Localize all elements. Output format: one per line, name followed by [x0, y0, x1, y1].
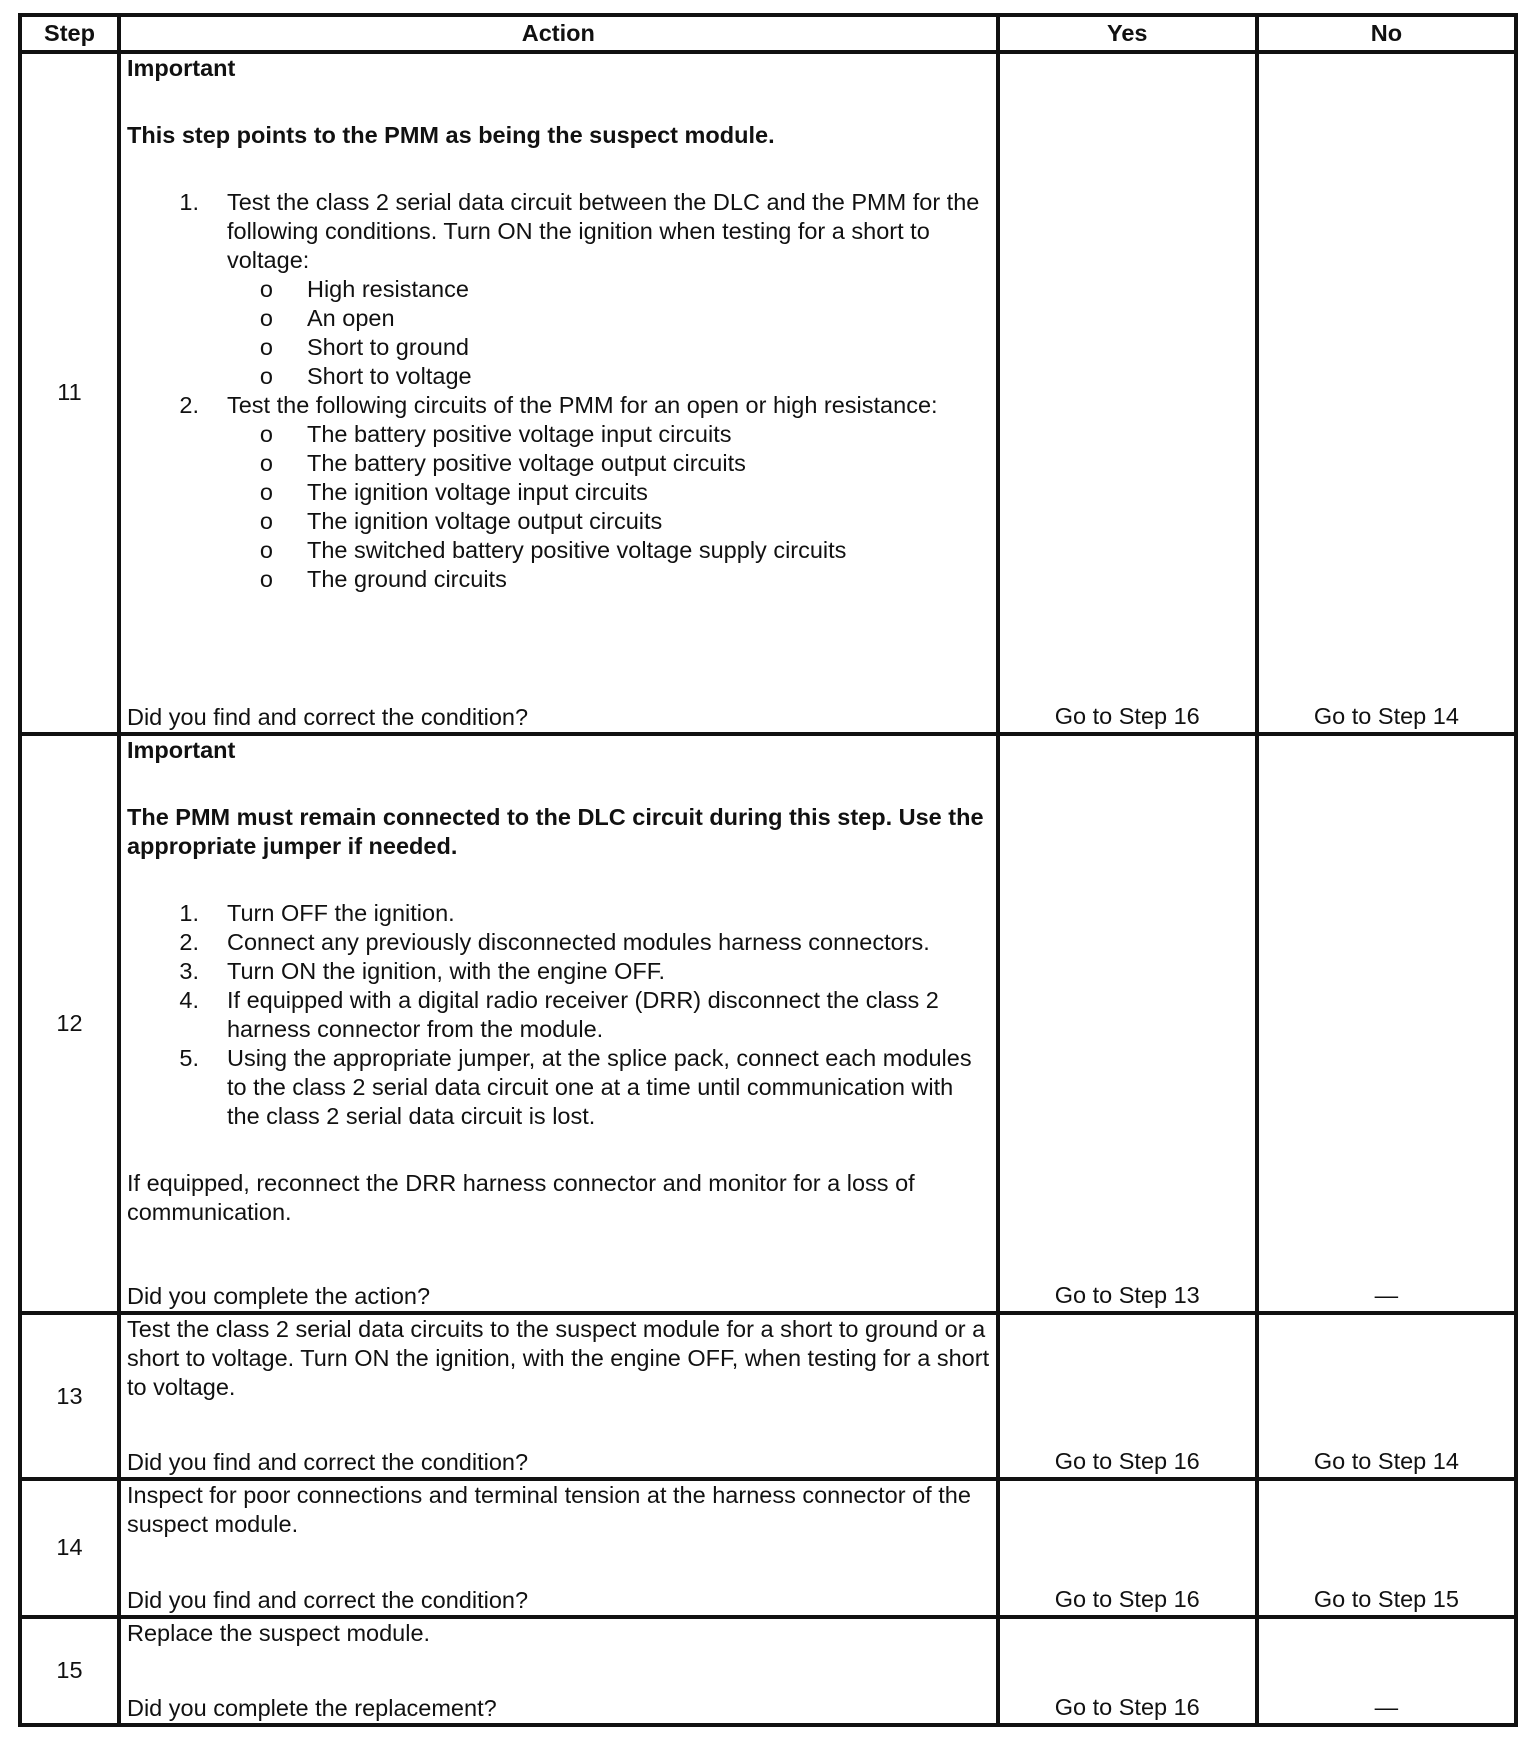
sub-item: o The switched battery positive voltage supply circuits	[127, 536, 992, 565]
no-target: —	[1374, 1282, 1399, 1309]
bullet-icon: o	[259, 479, 273, 505]
bullet-icon: o	[259, 334, 273, 360]
action-cell	[119, 52, 998, 734]
bullet-icon: o	[259, 421, 273, 447]
table-row	[20, 1479, 1516, 1616]
step-number: 13	[20, 1313, 119, 1479]
no-cell	[1257, 1617, 1516, 1725]
important-note: This step points to the PMM as being the suspect module.	[126, 122, 775, 148]
diagnostic-table	[18, 13, 1518, 1727]
yes-target: Go to Step 16	[1054, 1694, 1200, 1720]
header-action: Action	[119, 15, 998, 52]
yes-cell	[998, 734, 1257, 1314]
yes-cell	[998, 1617, 1257, 1725]
important-label: Important	[126, 55, 236, 81]
sub-item: o The ignition voltage input circuits	[127, 478, 992, 507]
no-cell	[1257, 1479, 1516, 1616]
sub-item: o High resistance	[127, 275, 992, 304]
list-item: 3. Turn ON the ignition, with the engine OFF.	[179, 957, 665, 984]
no-target: —	[1374, 1694, 1399, 1720]
bullet-icon: o	[259, 305, 273, 331]
no-target: Go to Step 14	[1313, 1448, 1459, 1475]
question: Did you find and correct the condition?	[126, 703, 529, 730]
step-number: 11	[20, 52, 119, 734]
action-cell	[119, 1313, 998, 1479]
bullet-icon: o	[259, 363, 273, 389]
bullet-icon: o	[259, 537, 273, 563]
extra-instruction: If equipped, reconnect the DRR harness connector and monitor for a loss of communication.	[126, 1169, 915, 1225]
yes-target: Go to Step 13	[1054, 1282, 1200, 1309]
no-target: Go to Step 14	[1313, 702, 1459, 729]
numbered-list	[127, 899, 992, 1131]
numbered-list	[127, 188, 992, 594]
no-cell	[1257, 734, 1516, 1314]
action-cell	[119, 1617, 998, 1725]
question: Did you complete the action?	[126, 1283, 431, 1310]
list-item: 2. Connect any previously disconnected modules harness connectors.	[179, 928, 930, 955]
sub-item: o The ignition voltage output circuits	[127, 507, 992, 536]
bullet-icon: o	[259, 566, 273, 592]
table-row	[20, 734, 1516, 1314]
list-item: 2. Test the following circuits of the PMM for an open or high resistance:	[179, 392, 938, 418]
bullet-icon: o	[259, 276, 273, 302]
list-item: 1. Turn OFF the ignition.	[179, 899, 455, 926]
action-text: Replace the suspect module.	[126, 1619, 431, 1646]
bullet-icon: o	[259, 450, 273, 476]
header-no: No	[1257, 15, 1516, 52]
important-label: Important	[126, 736, 236, 763]
action-cell	[119, 1479, 998, 1616]
step-number: 12	[20, 734, 119, 1314]
sub-item: o The battery positive voltage output circuits	[127, 449, 992, 478]
yes-target: Go to Step 16	[1054, 702, 1200, 729]
step-number: 15	[20, 1617, 119, 1725]
question: Did you find and correct the condition?	[126, 1449, 529, 1476]
list-item: 1. Test the class 2 serial data circuit between the DLC and the PMM for the following conditions. Turn ON the ignition when testing for a short to voltage:	[179, 189, 980, 273]
action-text: Inspect for poor connections and terminal tension at the harness connector of the suspect module.	[126, 1482, 971, 1538]
diagnostic-table-document	[18, 13, 1518, 1727]
sub-item: o Short to ground	[127, 333, 992, 362]
sub-item: o Short to voltage	[127, 362, 992, 391]
question: Did you complete the replacement?	[126, 1695, 497, 1721]
no-cell	[1257, 52, 1516, 734]
table-row	[20, 1617, 1516, 1725]
action-text: Test the class 2 serial data circuits to the suspect module for a short to ground or a short to voltage. Turn ON the ignition, with the engine OFF, when testing for a short to voltage.	[126, 1316, 990, 1401]
bullet-icon: o	[259, 508, 273, 534]
yes-cell	[998, 52, 1257, 734]
sub-item: o The ground circuits	[127, 565, 992, 594]
yes-target: Go to Step 16	[1054, 1448, 1200, 1475]
table-row	[20, 52, 1516, 734]
yes-cell	[998, 1313, 1257, 1479]
sub-item: o The battery positive voltage input circuits	[127, 420, 992, 449]
header-yes: Yes	[998, 15, 1257, 52]
header-row	[20, 15, 1516, 52]
question: Did you find and correct the condition?	[126, 1586, 529, 1613]
no-target: Go to Step 15	[1313, 1585, 1459, 1612]
header-step: Step	[20, 15, 119, 52]
sub-item: o An open	[127, 304, 992, 333]
table-row	[20, 1313, 1516, 1479]
action-cell	[119, 734, 998, 1314]
list-item: 5. Using the appropriate jumper, at the splice pack, connect each modules to the class 2 serial data circuit one at a time until communication with the class 2 serial data circuit is lost.	[179, 1044, 972, 1129]
important-note: The PMM must remain connected to the DLC circuit during this step. Use the appropriate jumper if needed.	[126, 803, 984, 859]
yes-cell	[998, 1479, 1257, 1616]
yes-target: Go to Step 16	[1054, 1585, 1200, 1612]
step-number: 14	[20, 1479, 119, 1616]
no-cell	[1257, 1313, 1516, 1479]
list-item: 4. If equipped with a digital radio receiver (DRR) disconnect the class 2 harness connector from the module.	[179, 986, 939, 1042]
